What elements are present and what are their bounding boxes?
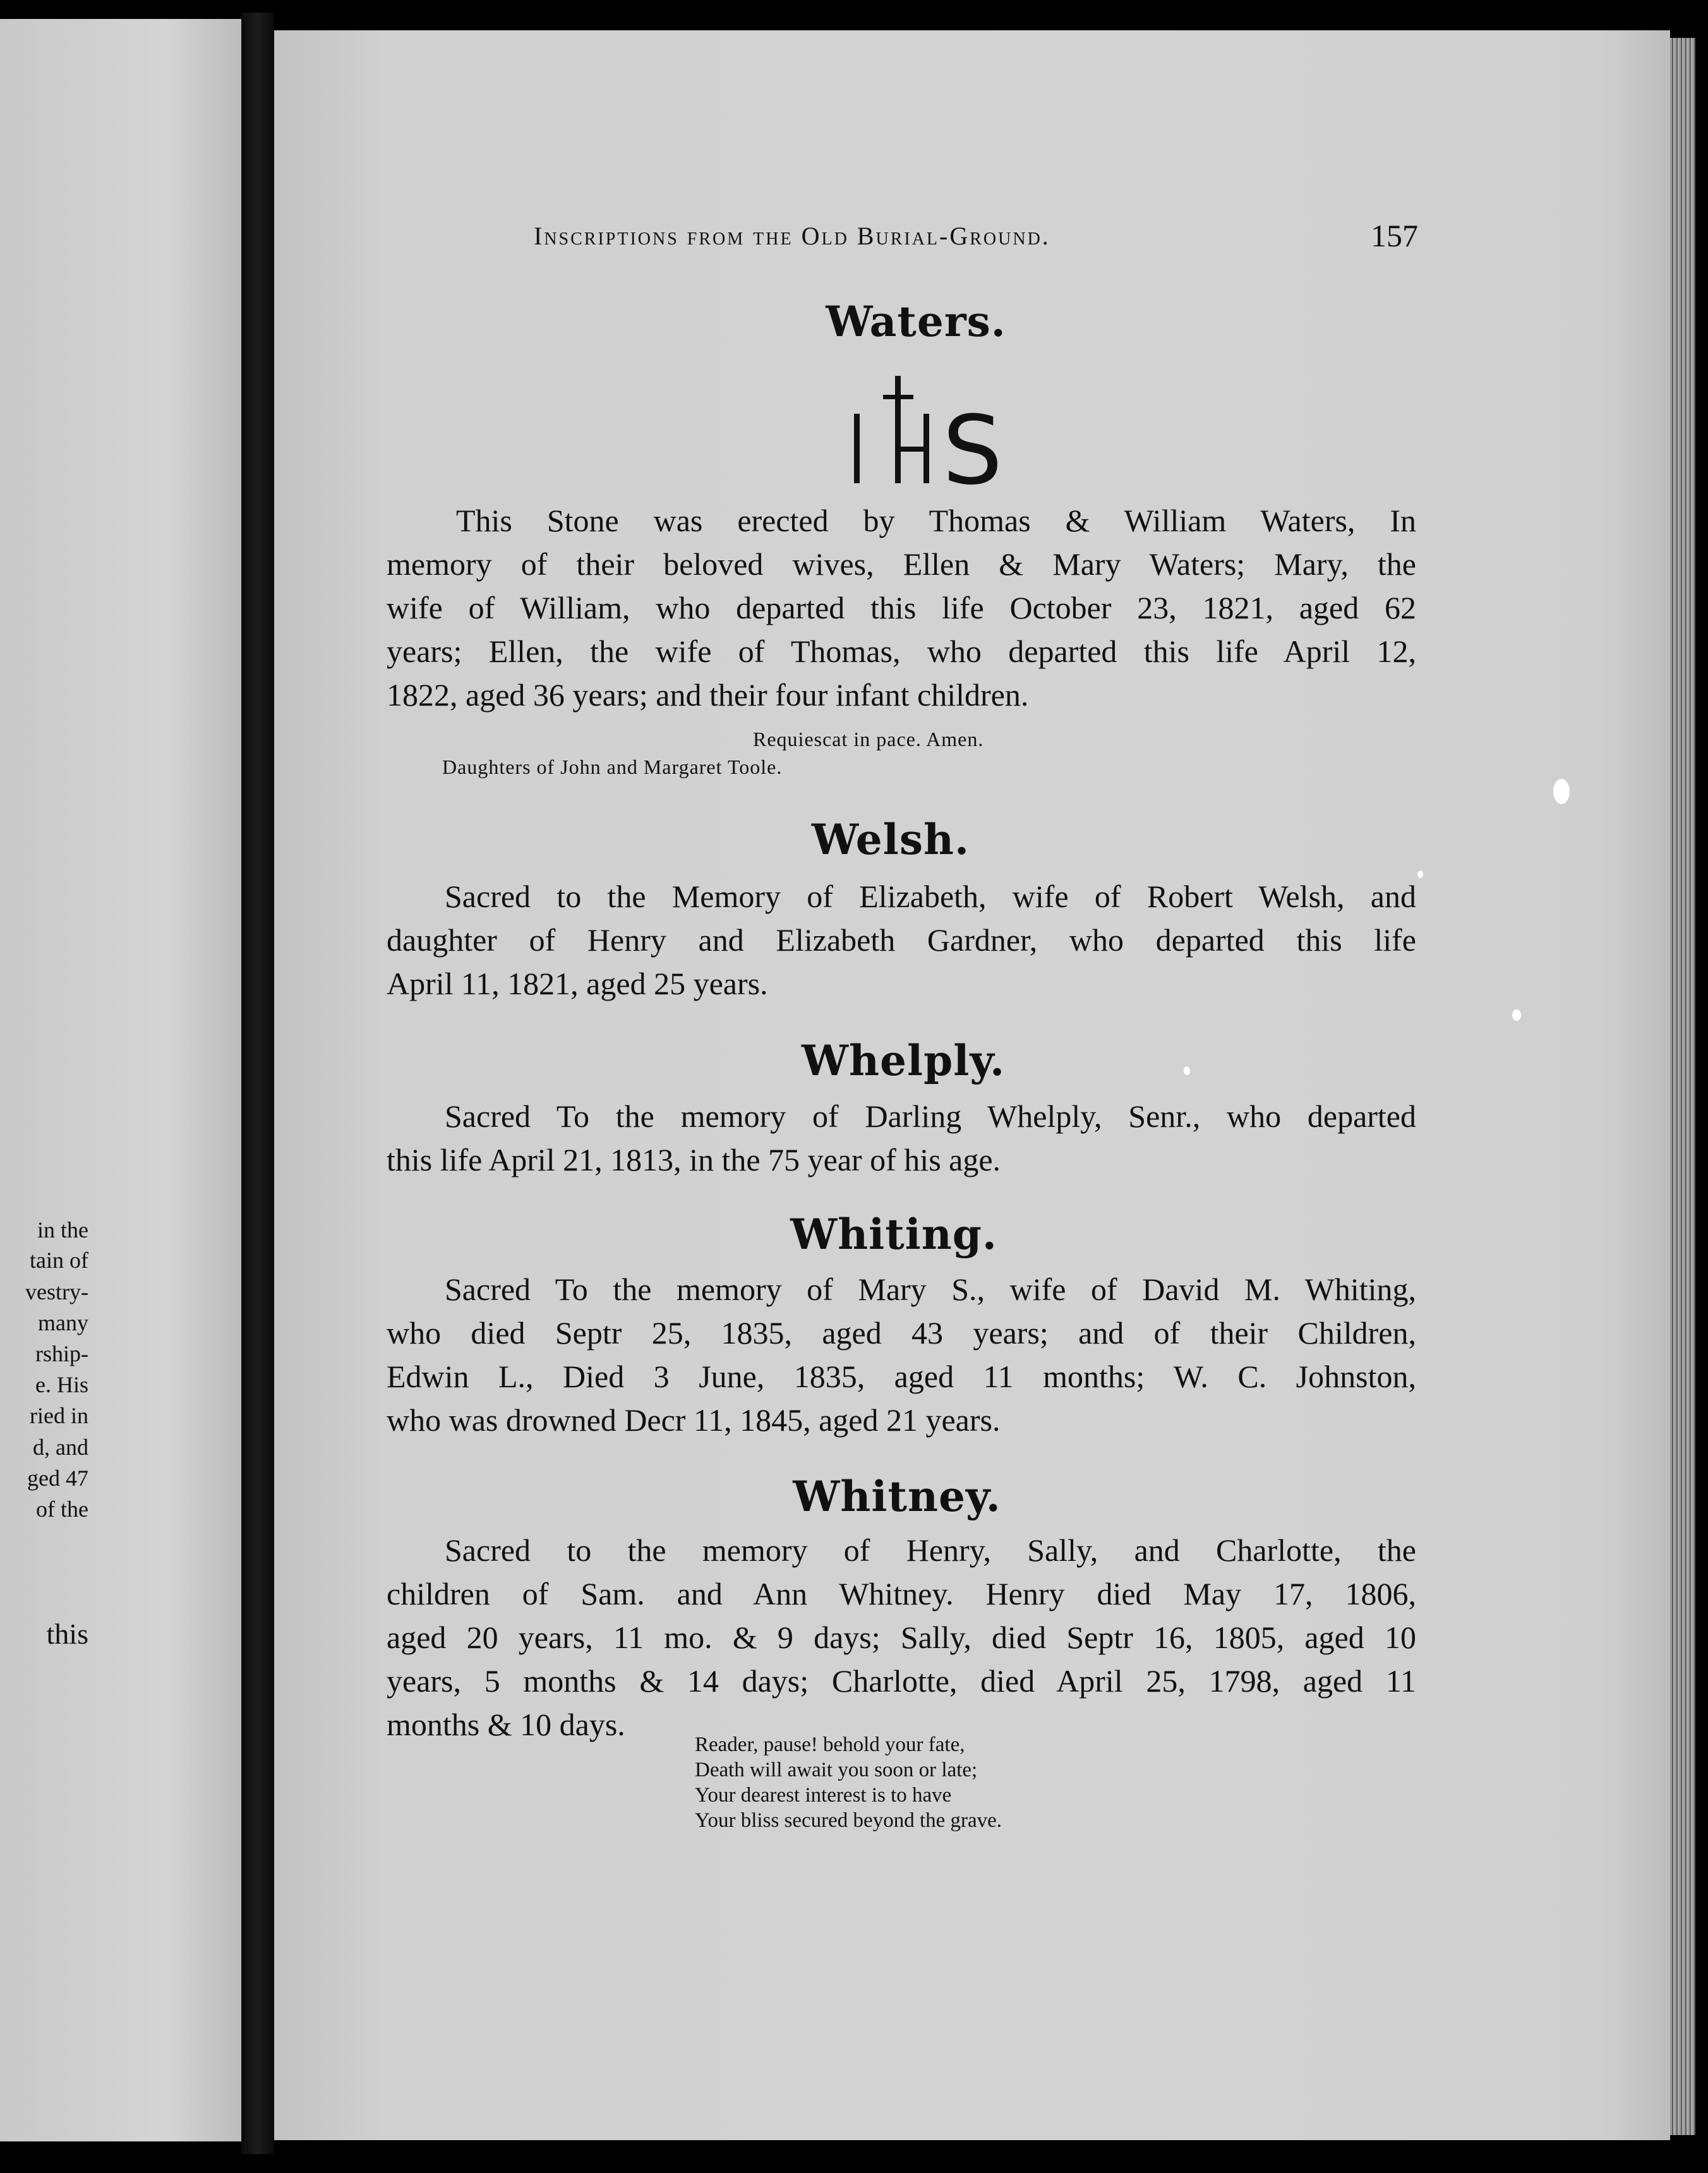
epitaph-verse <box>695 1732 1002 1833</box>
entry-heading-waters: Waters. <box>826 297 1006 346</box>
text-line: months & 10 days. <box>387 1707 625 1742</box>
verse-line: Your dearest interest is to have <box>695 1784 952 1807</box>
left-page-fragment: this <box>46 1618 88 1650</box>
entry-text-whitney <box>387 1529 1416 1747</box>
text-line: years; Ellen, the wife of Thomas, who departed this life April 12, <box>387 634 1416 669</box>
text-line: this life April 21, 1813, in the 75 year of his age. <box>387 1142 1001 1177</box>
text-line: who died Septr 25, 1835, aged 43 years; and of their Children, <box>387 1315 1416 1351</box>
entry-text-whelply <box>387 1095 1416 1182</box>
left-page-fragment: in the <box>37 1217 88 1243</box>
entry-heading-whelply: Whelply. <box>801 1036 1006 1085</box>
text-line: children of Sam. and Ann Whitney. Henry died May 17, 1806, <box>387 1576 1416 1611</box>
verse-line: Death will await you soon or late; <box>695 1759 978 1781</box>
text-line: Sacred To the memory of Darling Whelply, Senr., who departed <box>445 1099 1416 1134</box>
text-line: aged 20 years, 11 mo. & 9 days; Sally, died Septr 16, 1805, aged 10 <box>387 1620 1416 1655</box>
ihs-monogram <box>841 370 1006 496</box>
running-header <box>534 218 1418 253</box>
left-page-fragment: tain of <box>30 1248 88 1273</box>
text-line: 1822, aged 36 years; and their four infant children. <box>387 677 1029 713</box>
text-line: daughter of Henry and Elizabeth Gardner, who departed this life <box>387 922 1416 958</box>
page-number: 157 <box>1371 218 1418 253</box>
text-line: Sacred to the Memory of Elizabeth, wife of Robert Welsh, and <box>445 879 1416 914</box>
ihs-letter: S <box>942 396 1003 496</box>
text-line: wife of William, who departed this life October 23, 1821, aged 62 <box>387 590 1416 625</box>
left-page <box>0 19 241 2141</box>
motto: Requiescat in pace. Amen. <box>753 728 984 750</box>
left-page-fragment: many <box>38 1310 88 1335</box>
entry-text-welsh <box>387 875 1416 1006</box>
left-page-fragment: of the <box>36 1496 88 1522</box>
entry-heading-whiting: Whiting. <box>790 1210 997 1259</box>
entry-heading-whitney: Whitney. <box>793 1472 1001 1521</box>
entry-text-waters <box>387 499 1416 717</box>
paper-speck <box>1184 1066 1190 1075</box>
left-page-fragment: vestry- <box>25 1279 88 1304</box>
text-line: Sacred To the memory of Mary S., wife of David M. Whiting, <box>445 1272 1416 1307</box>
text-line: Sacred to the memory of Henry, Sally, and Charlotte, the <box>445 1532 1416 1568</box>
left-page-fragment: rship- <box>35 1341 88 1366</box>
paper-speck <box>1553 779 1570 804</box>
text-line: years, 5 months & 14 days; Charlotte, died April 25, 1798, aged 11 <box>387 1663 1416 1699</box>
text-line: This Stone was erected by Thomas & William Waters, In <box>456 503 1416 538</box>
text-line: April 11, 1821, aged 25 years. <box>387 966 768 1001</box>
text-line: who was drowned Decr 11, 1845, aged 21 years. <box>387 1402 1001 1438</box>
verse-line: Your bliss secured beyond the grave. <box>695 1809 1002 1832</box>
entry-text-whiting <box>387 1268 1416 1442</box>
paper-speck <box>1417 870 1423 878</box>
left-page-fragment: ged 47 <box>27 1466 88 1491</box>
note: Daughters of John and Margaret Toole. <box>442 755 783 778</box>
left-page-fragment: ried in <box>30 1403 88 1428</box>
running-title: Inscriptions from the Old Burial-Ground. <box>534 222 1050 250</box>
left-page-fragment: e. His <box>35 1372 88 1397</box>
entry-heading-welsh: Welsh. <box>812 815 970 864</box>
book-gutter <box>241 13 274 2154</box>
left-page-fragment: d, and <box>33 1435 88 1460</box>
paper-speck <box>1512 1009 1521 1021</box>
text-line: Edwin L., Died 3 June, 1835, aged 11 months; W. C. Johnston, <box>387 1359 1416 1394</box>
page-edges <box>1670 38 1695 2135</box>
text-line: memory of their beloved wives, Ellen & Mary Waters; Mary, the <box>387 546 1416 582</box>
verse-line: Reader, pause! behold your fate, <box>695 1733 965 1756</box>
